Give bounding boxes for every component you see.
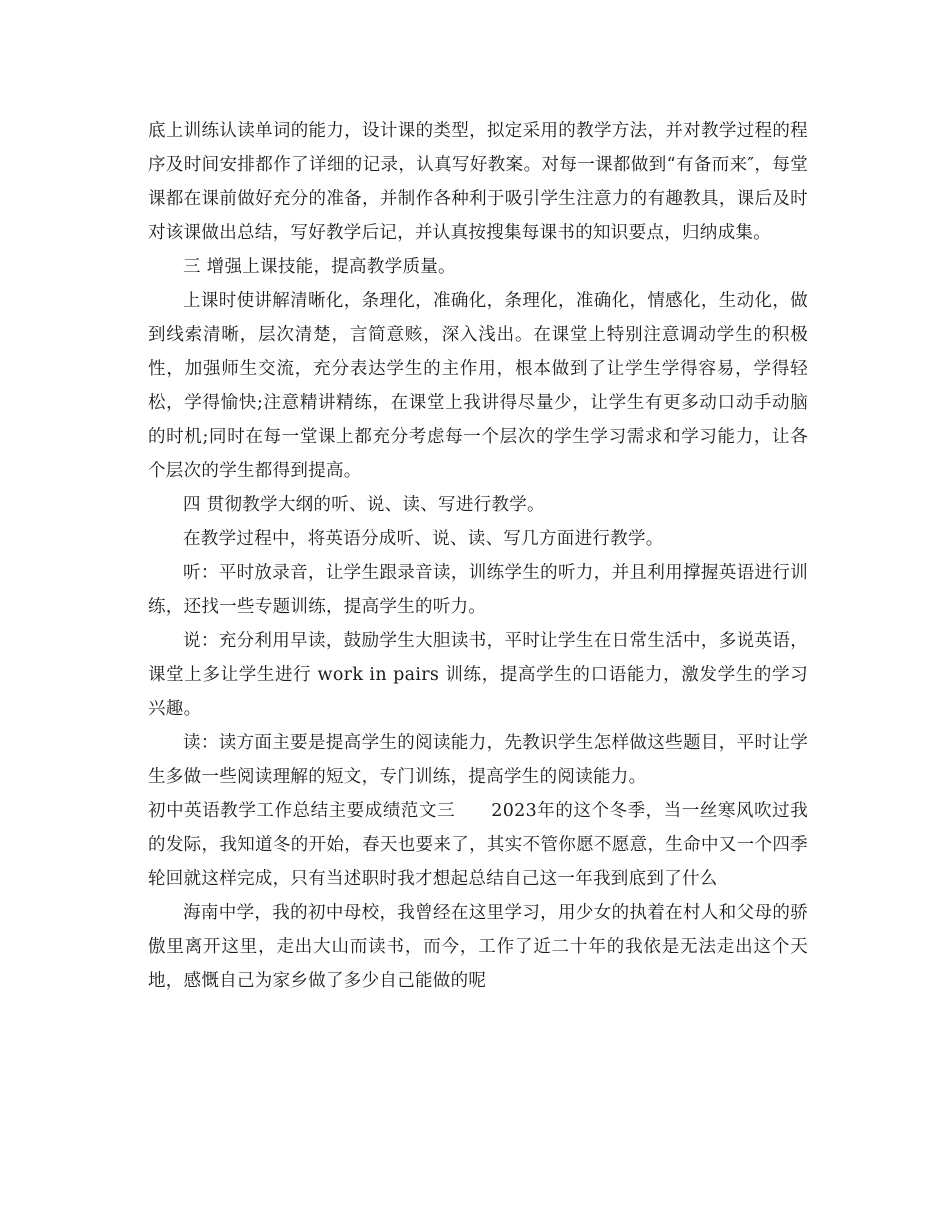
paragraph-10: 海南中学，我的初中母校，我曾经在这里学习，用少女的执着在村人和父母的骄傲里离开这里，走出大山而读书，而今，工作了近二十年的我依是无法走出这个天地，感慨自己为家乡做了多少自己能做的呢 bbox=[148, 903, 808, 991]
paragraph-3: 上课时使讲解清晰化，条理化，准确化，条理化，准确化，情感化，生动化，做到线索清晰，层次清楚，言简意赅，深入浅出。在课堂上特别注意调动学生的积极性，加强师生交流，充分表达学生的主作用，根本做到了让学生学得容易，学得轻松，学得愉快;注意精讲精练，在课堂上我讲得尽量少，让学生有更多动口动手动脑的时机;同时在每一堂课上都充分考虑每一个层次的学生学习需求和学习能力，让各个层次的学生都得到提高。 bbox=[148, 291, 808, 481]
paragraph-1: 底上训练认读单词的能力，设计课的类型，拟定采用的教学方法，并对教学过程的程序及时间安排都作了详细的记录，认真写好教案。对每一课都做到“有备而来″，每堂课都在课前做好充分的准备，并制作各种利于吸引学生注意力的有趣教具，课后及时对该课做出总结，写好教学后记，并认真按搜集每课书的知识要点，归纳成集。 bbox=[148, 121, 808, 243]
paragraph-8: 读：读方面主要是提高学生的阅读能力，先教识学生怎样做这些题目，平时让学生多做一些阅读理解的短文，专门训练，提高学生的阅读能力。 bbox=[148, 733, 808, 787]
paragraph-6: 听：平时放录音，让学生跟录音读，训练学生的听力，并且利用撑握英语进行训练，还找一些专题训练，提高学生的听力。 bbox=[148, 563, 808, 617]
paragraph-4: 四 贯彻教学大纲的听、说、读、写进行教学。 bbox=[183, 495, 545, 515]
paragraph-7: 说：充分利用早读，鼓励学生大胆读书，平时让学生在日常生活中，多说英语，课堂上多让学生进行 work in pairs 训练，提高学生的口语能力，激发学生的学习兴趣。 bbox=[148, 631, 808, 719]
paragraph-2: 三 增强上课技能，提高教学质量。 bbox=[183, 257, 456, 277]
paragraph-9: 初中英语教学工作总结主要成绩范文三 2023年的这个冬季，当一丝寒风吹过我的发际，我知道冬的开始，春天也要来了，其实不管你愿不愿意，生命中又一个四季轮回就这样完成，只有当述职时我才想起总结自己这一年我到底到了什么 bbox=[148, 801, 808, 889]
paragraph-5: 在教学过程中，将英语分成听、说、读、写几方面进行教学。 bbox=[183, 529, 664, 549]
document-body bbox=[148, 114, 808, 998]
